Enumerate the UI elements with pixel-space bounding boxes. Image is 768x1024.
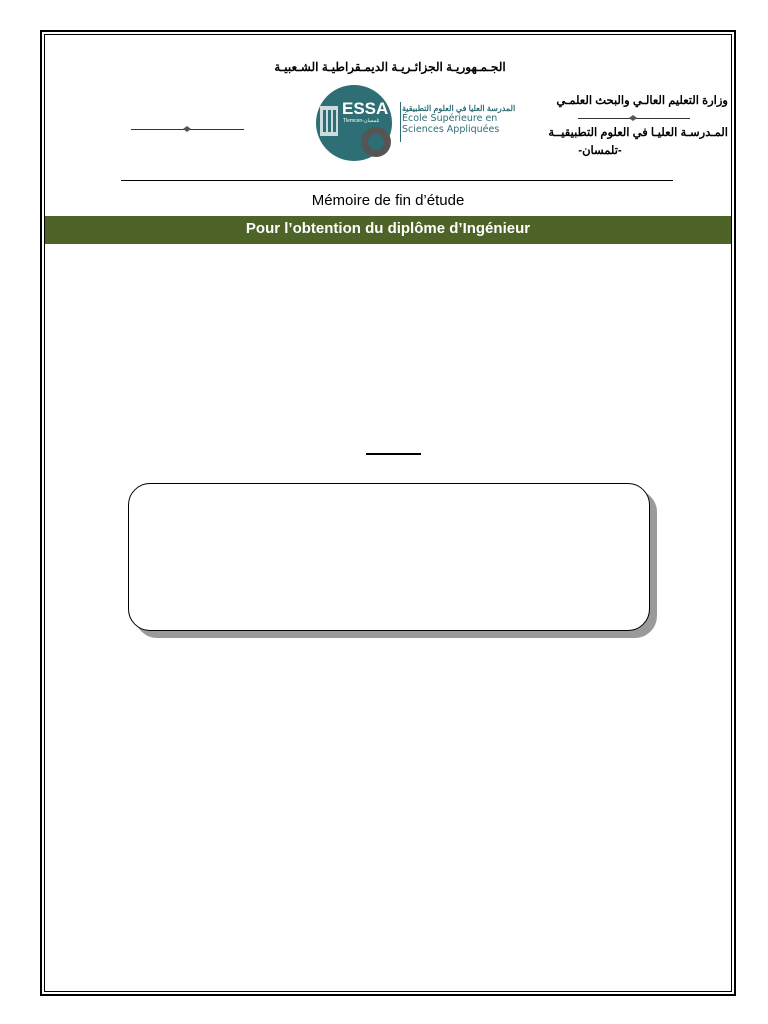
logo-name-arabic: المدرسة العليا في العلوم التطبيقية — [402, 104, 516, 113]
short-rule — [366, 453, 421, 455]
logo-name-french-line1: École Supérieure en — [402, 113, 498, 124]
header-divider — [121, 180, 673, 181]
ministry-heading: وزارة التعليم العالـي والبحث العلمـي — [556, 95, 728, 107]
school-heading: المـدرسـة العليـا في العلوم التطبيقيــة — [548, 127, 728, 139]
essa-logo — [312, 84, 522, 162]
title-box — [128, 483, 650, 631]
city-heading: -تلمسان- — [578, 145, 622, 157]
logo-text-block — [402, 104, 522, 135]
essa-logo-city: Tlemcen-تلمسان — [343, 118, 380, 124]
degree-banner-text: Pour l’obtention du diplôme d’Ingénieur — [245, 220, 531, 237]
essa-logo-acronym: ESSA — [342, 99, 389, 118]
logo-separator — [400, 102, 401, 142]
memoire-title: Mémoire de fin d’étude — [311, 192, 465, 209]
republic-heading: الجـمـهوريـة الجزائـريـة الديمـقراطيـة الشـعبيـة — [274, 60, 506, 74]
logo-name-french-line2: Sciences Appliquées — [402, 124, 500, 135]
essa-logo-emblem — [314, 84, 398, 162]
